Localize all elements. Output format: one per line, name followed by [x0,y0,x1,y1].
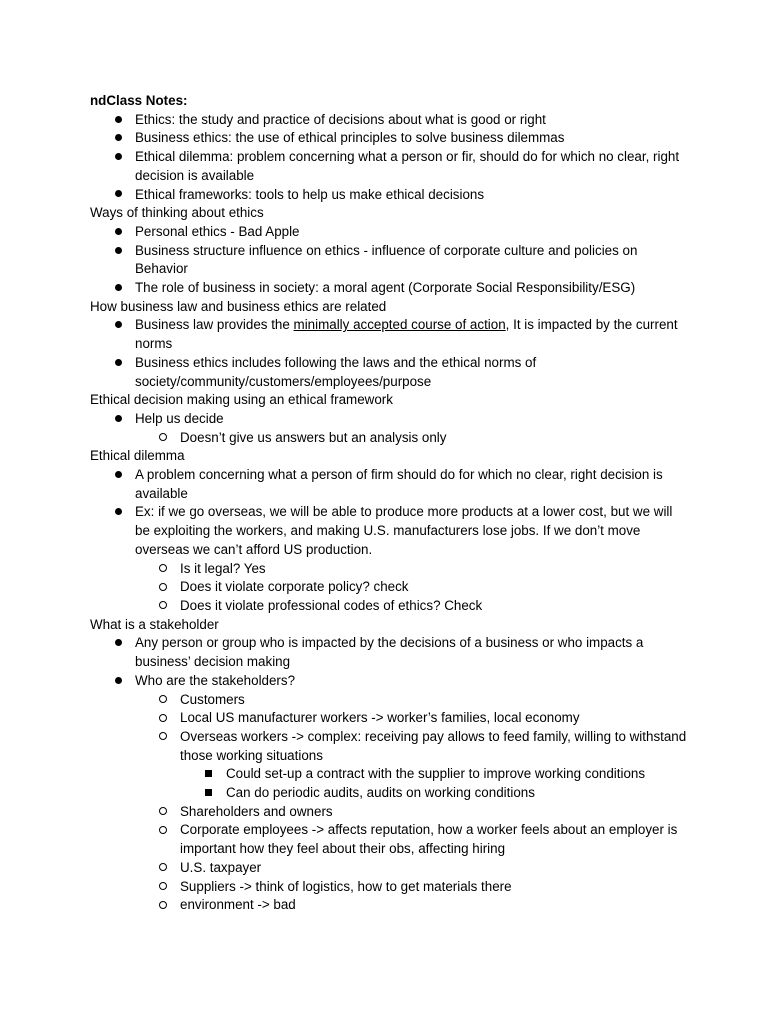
list-item: Can do periodic audits, audits on working conditions [90,784,690,803]
bullet-circle-icon [156,803,170,822]
bullet-circle-icon [156,821,170,840]
list-item: Overseas workers -> complex: receiving pay allows to feed family, willing to withstand those working situations [90,728,690,765]
bullet-circle-icon [156,728,170,747]
bullet-circle-icon [156,578,170,597]
list-item: Could set-up a contract with the supplier to improve working conditions [90,765,690,784]
section-heading: How business law and business ethics are related [90,298,387,314]
list-item: U.S. taxpayer [90,859,690,878]
section-heading: What is a stakeholder [90,616,219,632]
bullet-dot-icon [111,186,125,205]
bullet-circle-icon [156,709,170,728]
law-ethics-list [90,316,690,391]
list-item: Does it violate professional codes of ethics? Check [90,597,690,616]
bullet-circle-icon [156,597,170,616]
bullet-circle-icon [156,896,170,915]
bullet-square-icon [201,765,215,784]
list-item: Ethics: the study and practice of decisions about what is good or right [90,111,690,130]
list-item: Local US manufacturer workers -> worker’s families, local economy [90,709,690,728]
bullet-circle-icon [156,878,170,897]
list-item: Personal ethics - Bad Apple [90,223,690,242]
list-item: Business ethics includes following the laws and the ethical norms of society/community/customers/employees/purpose [90,354,690,391]
section-heading: Ways of thinking about ethics [90,205,264,221]
bullet-dot-icon [111,503,125,522]
dilemma-questions-list [90,560,690,616]
bullet-circle-icon [156,691,170,710]
notes-document [90,92,690,915]
bullet-dot-icon [111,148,125,167]
bullet-circle-icon [156,429,170,448]
list-item: Shareholders and owners [90,803,690,822]
bullet-dot-icon [111,279,125,298]
bullet-dot-icon [111,129,125,148]
list-item: Doesn’t give us answers but an analysis only [90,429,690,448]
list-item: Customers [90,691,690,710]
underlined-phrase: minimally accepted course of action [293,317,506,333]
bullet-dot-icon [111,354,125,373]
decision-making-sublist [90,429,690,448]
dilemma-list [90,466,690,560]
list-item: Corporate employees -> affects reputation, how a worker feels about an employer is important how they feel about their obs, affecting hiring [90,821,690,858]
stakeholders-sublist-continued [90,803,690,915]
stakeholders-sublist [90,691,690,766]
bullet-dot-icon [111,410,125,429]
decision-making-list [90,410,690,429]
list-item: Ethical dilemma: problem concerning what a person or fir, should do for which no clear, right decision is available [90,148,690,185]
bullet-square-icon [201,784,215,803]
document-title: ndClass Notes: [90,93,188,108]
list-item: Is it legal? Yes [90,560,690,579]
list-item: Ex: if we go overseas, we will be able to produce more products at a lower cost, but we will be exploiting the workers, and making U.S. manufacturers lose jobs. If we don’t move overseas we can’t afford US production. [90,503,690,559]
section-heading: Ethical decision making using an ethical framework [90,392,393,408]
list-item: Business law provides the minimally accepted course of action, It is impacted by the current norms [90,316,690,353]
list-item: Help us decide [90,410,690,429]
bullet-dot-icon [111,316,125,335]
list-item: environment -> bad [90,896,690,915]
bullet-dot-icon [111,111,125,130]
list-item: Business structure influence on ethics - influence of corporate culture and policies on Behavior [90,242,690,279]
section-heading: Ethical dilemma [90,448,185,464]
definitions-list [90,111,690,205]
bullet-dot-icon [111,634,125,653]
list-item: Does it violate corporate policy? check [90,578,690,597]
list-item: Suppliers -> think of logistics, how to get materials there [90,878,690,897]
list-item: A problem concerning what a person of firm should do for which no clear, right decision is available [90,466,690,503]
list-item: Any person or group who is impacted by the decisions of a business or who impacts a business’ decision making [90,634,690,671]
list-item: The role of business in society: a moral agent (Corporate Social Responsibility/ESG) [90,279,690,298]
bullet-dot-icon [111,223,125,242]
ways-of-thinking-list [90,223,690,298]
list-item: Who are the stakeholders? [90,672,690,691]
list-item: Business ethics: the use of ethical principles to solve business dilemmas [90,129,690,148]
bullet-dot-icon [111,672,125,691]
list-item: Ethical frameworks: tools to help us make ethical decisions [90,186,690,205]
stakeholder-list [90,634,690,690]
bullet-circle-icon [156,560,170,579]
bullet-circle-icon [156,859,170,878]
bullet-dot-icon [111,242,125,261]
overseas-workers-sublist [90,765,690,802]
bullet-dot-icon [111,466,125,485]
